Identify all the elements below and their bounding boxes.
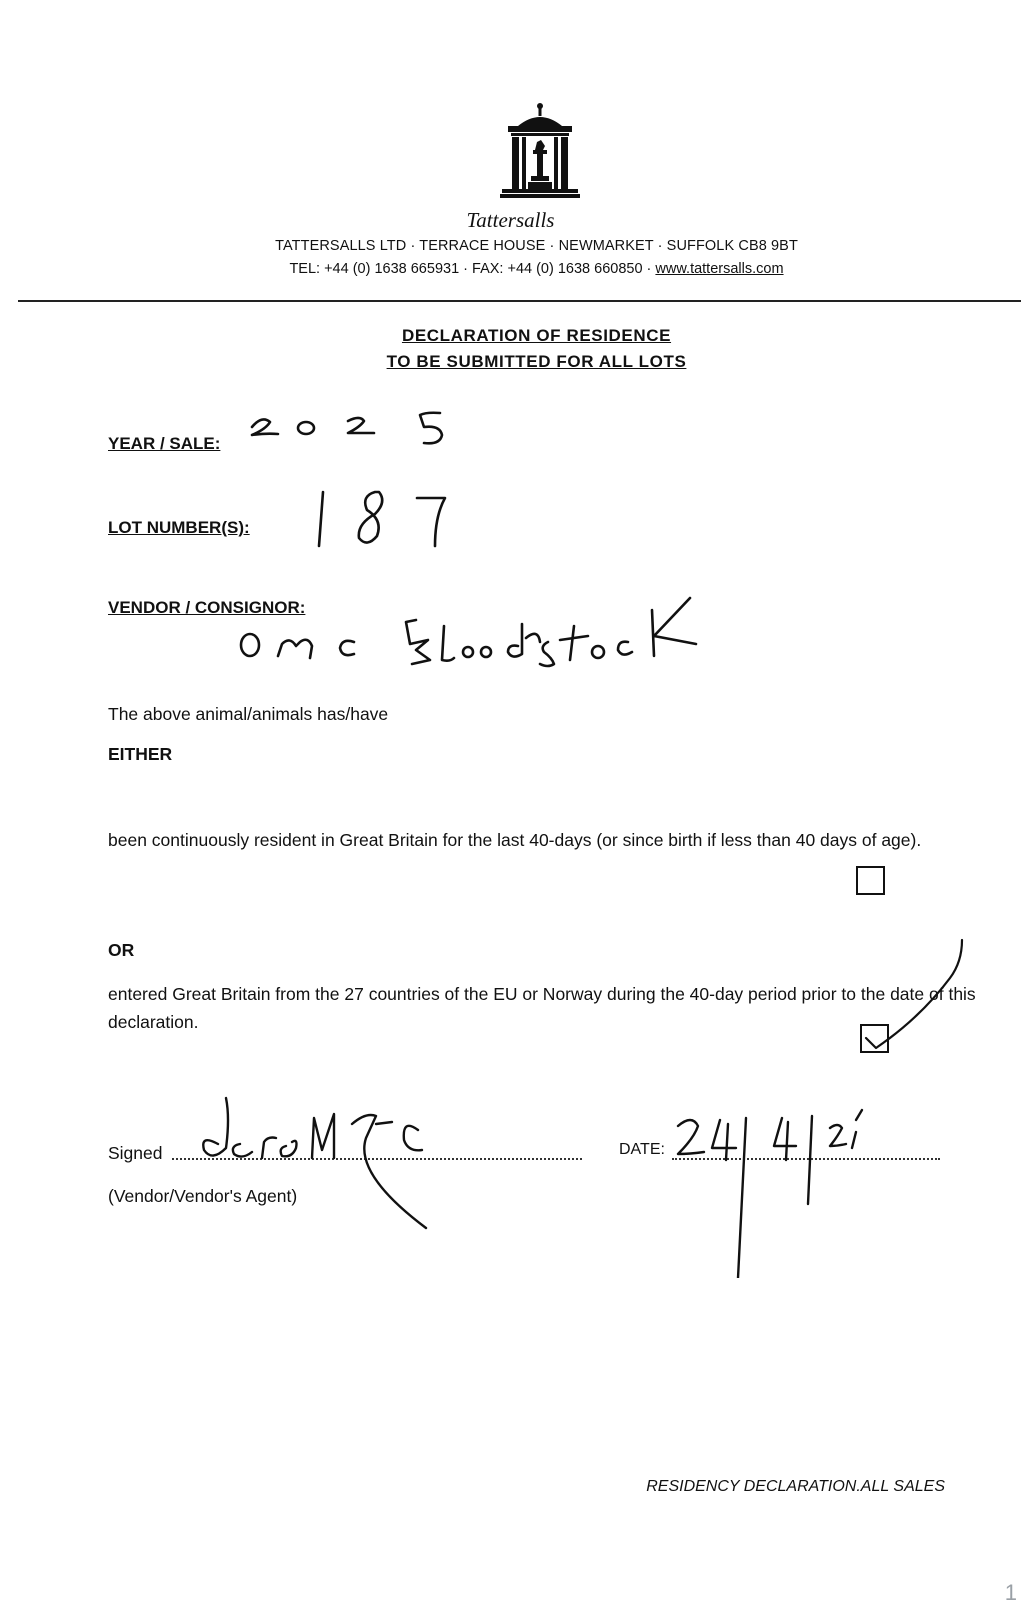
signature-handwriting: [196, 1078, 556, 1248]
website-link[interactable]: www.tattersalls.com: [655, 261, 784, 277]
vendor-handwriting: [230, 582, 790, 672]
vendor-field[interactable]: [230, 582, 790, 672]
lot-numbers-field[interactable]: [305, 484, 455, 554]
lot-numbers-handwriting: [305, 484, 455, 554]
signature-field[interactable]: [196, 1078, 556, 1248]
tattersalls-logo: [500, 100, 580, 204]
document-name: RESIDENCY DECLARATION.ALL SALES: [646, 1478, 945, 1495]
company-address: TATTERSALLS LTD · TERRACE HOUSE · NEWMARKET · SUFFOLK CB8 9BT: [275, 238, 798, 254]
signed-role: (Vendor/Vendor's Agent): [108, 1186, 298, 1206]
date-field[interactable]: [670, 1108, 890, 1278]
or-label: OR: [108, 940, 135, 960]
form-subtitle: TO BE SUBMITTED FOR ALL LOTS: [386, 352, 687, 371]
signed-label: Signed: [108, 1143, 163, 1163]
brand-name: Tattersalls: [466, 208, 555, 232]
intro-text: The above animal/animals has/have: [108, 704, 389, 724]
option2-text: entered Great Britain from the 27 countries of the EU or Norway during the 40-day period prior to the date of this declaration.: [108, 984, 976, 1032]
date-handwriting: [670, 1108, 890, 1278]
form-title: DECLARATION OF RESIDENCE: [401, 326, 672, 345]
company-contact: [0, 261, 1021, 277]
option2-checkbox[interactable]: [860, 1024, 889, 1053]
year-sale-handwriting: [240, 405, 450, 450]
option1-checkbox[interactable]: [856, 866, 885, 895]
year-sale-field[interactable]: [240, 405, 450, 450]
either-label: EITHER: [108, 744, 173, 764]
option1-text: been continuously resident in Great Britain for the last 40-days (or since birth if less than 40 days of age).: [108, 830, 922, 850]
date-label: DATE:: [619, 1141, 665, 1158]
page-number: 1: [1004, 1580, 1017, 1605]
phone-fax: TEL: +44 (0) 1638 665931 · FAX: +44 (0) 1638 660850 ·: [289, 261, 656, 277]
vendor-label: VENDOR / CONSIGNOR:: [108, 598, 306, 617]
year-sale-label: YEAR / SALE:: [108, 434, 221, 453]
lot-numbers-label: LOT NUMBER(S):: [108, 518, 250, 537]
header-divider: [18, 300, 1021, 302]
